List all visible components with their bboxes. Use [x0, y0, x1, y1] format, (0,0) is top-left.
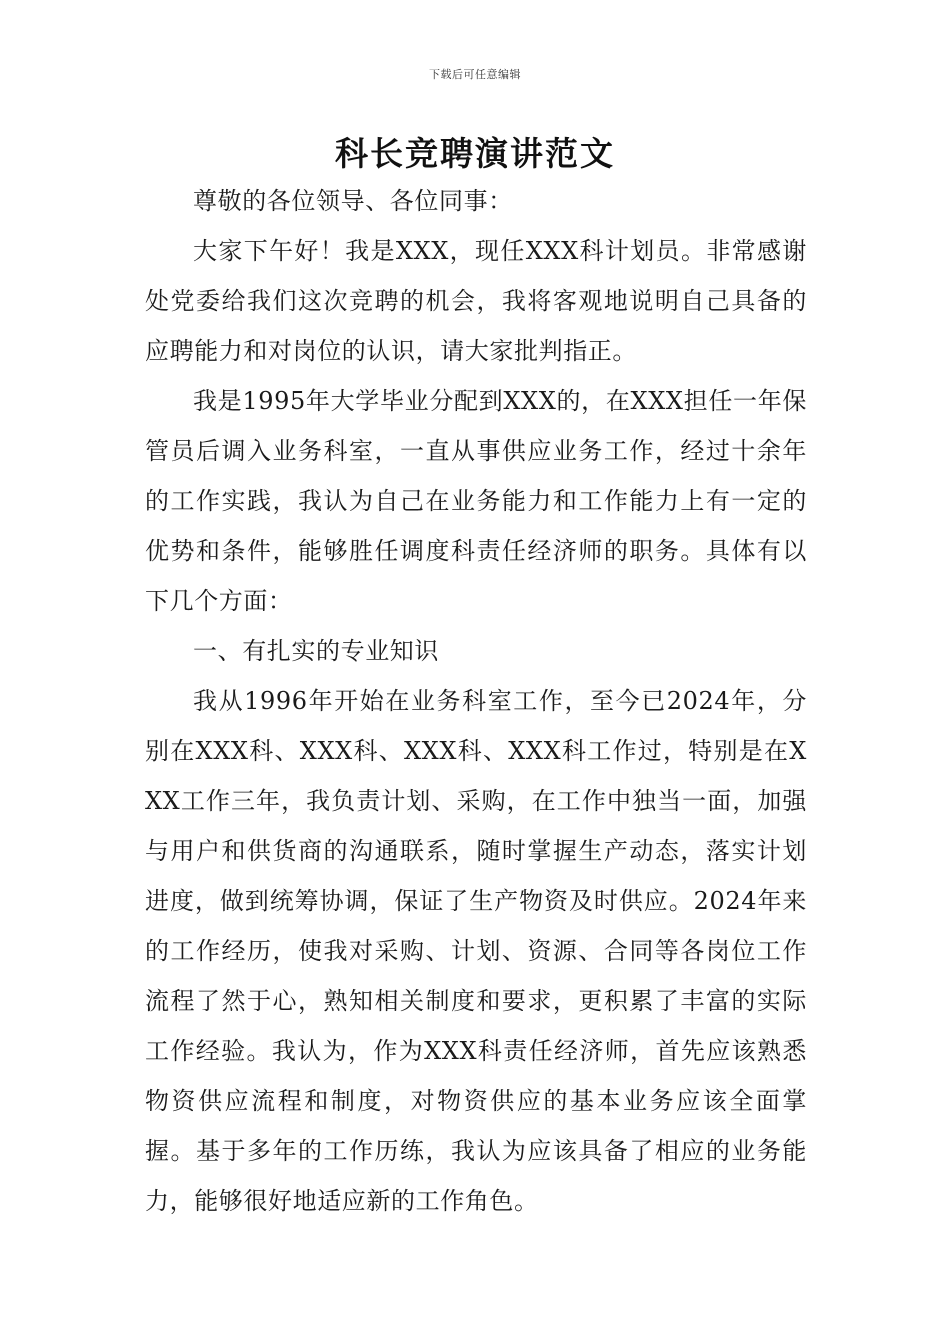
document-body [145, 176, 807, 1226]
download-note: 下载后可任意编辑 [429, 68, 521, 81]
experience-paragraph: 我从1996年开始在业务科室工作，至今已2024年，分别在XXX科、XXX科、XXX科、XXX科工作过，特别是在XXX工作三年，我负责计划、采购，在工作中独当一面，加强与用户和供货商的沟通联系，随时掌握生产动态，落实计划进度，做到统筹协调，保证了生产物资及时供应。2024年来的工作经历，使我对采购、计划、资源、合同等各岗位工作流程了然于心，熟知相关制度和要求，更积累了丰富的实际工作经验。我认为，作为XXX科责任经济师，首先应该熟悉物资供应流程和制度，对物资供应的基本业务应该全面掌握。基于多年的工作历练，我认为应该具备了相应的业务能力，能够很好地适应新的工作角色。 [145, 687, 807, 1215]
greeting-paragraph: 大家下午好！我是XXX，现任XXX科计划员。非常感谢处党委给我们这次竞聘的机会，我将客观地说明自己具备的应聘能力和对岗位的认识，请大家批判指正。 [145, 237, 807, 365]
background-paragraph: 我是1995年大学毕业分配到XXX的，在XXX担任一年保管员后调入业务科室，一直从事供应业务工作，经过十余年的工作实践，我认为自己在业务能力和工作能力上有一定的优势和条件，能够胜任调度科责任经济师的职务。具体有以下几个方面： [145, 387, 807, 615]
document-title: 科长竞聘演讲范文 [335, 134, 615, 173]
section-heading: 一、有扎实的专业知识 [193, 637, 439, 665]
salutation-paragraph: 尊敬的各位领导、各位同事： [193, 187, 513, 215]
